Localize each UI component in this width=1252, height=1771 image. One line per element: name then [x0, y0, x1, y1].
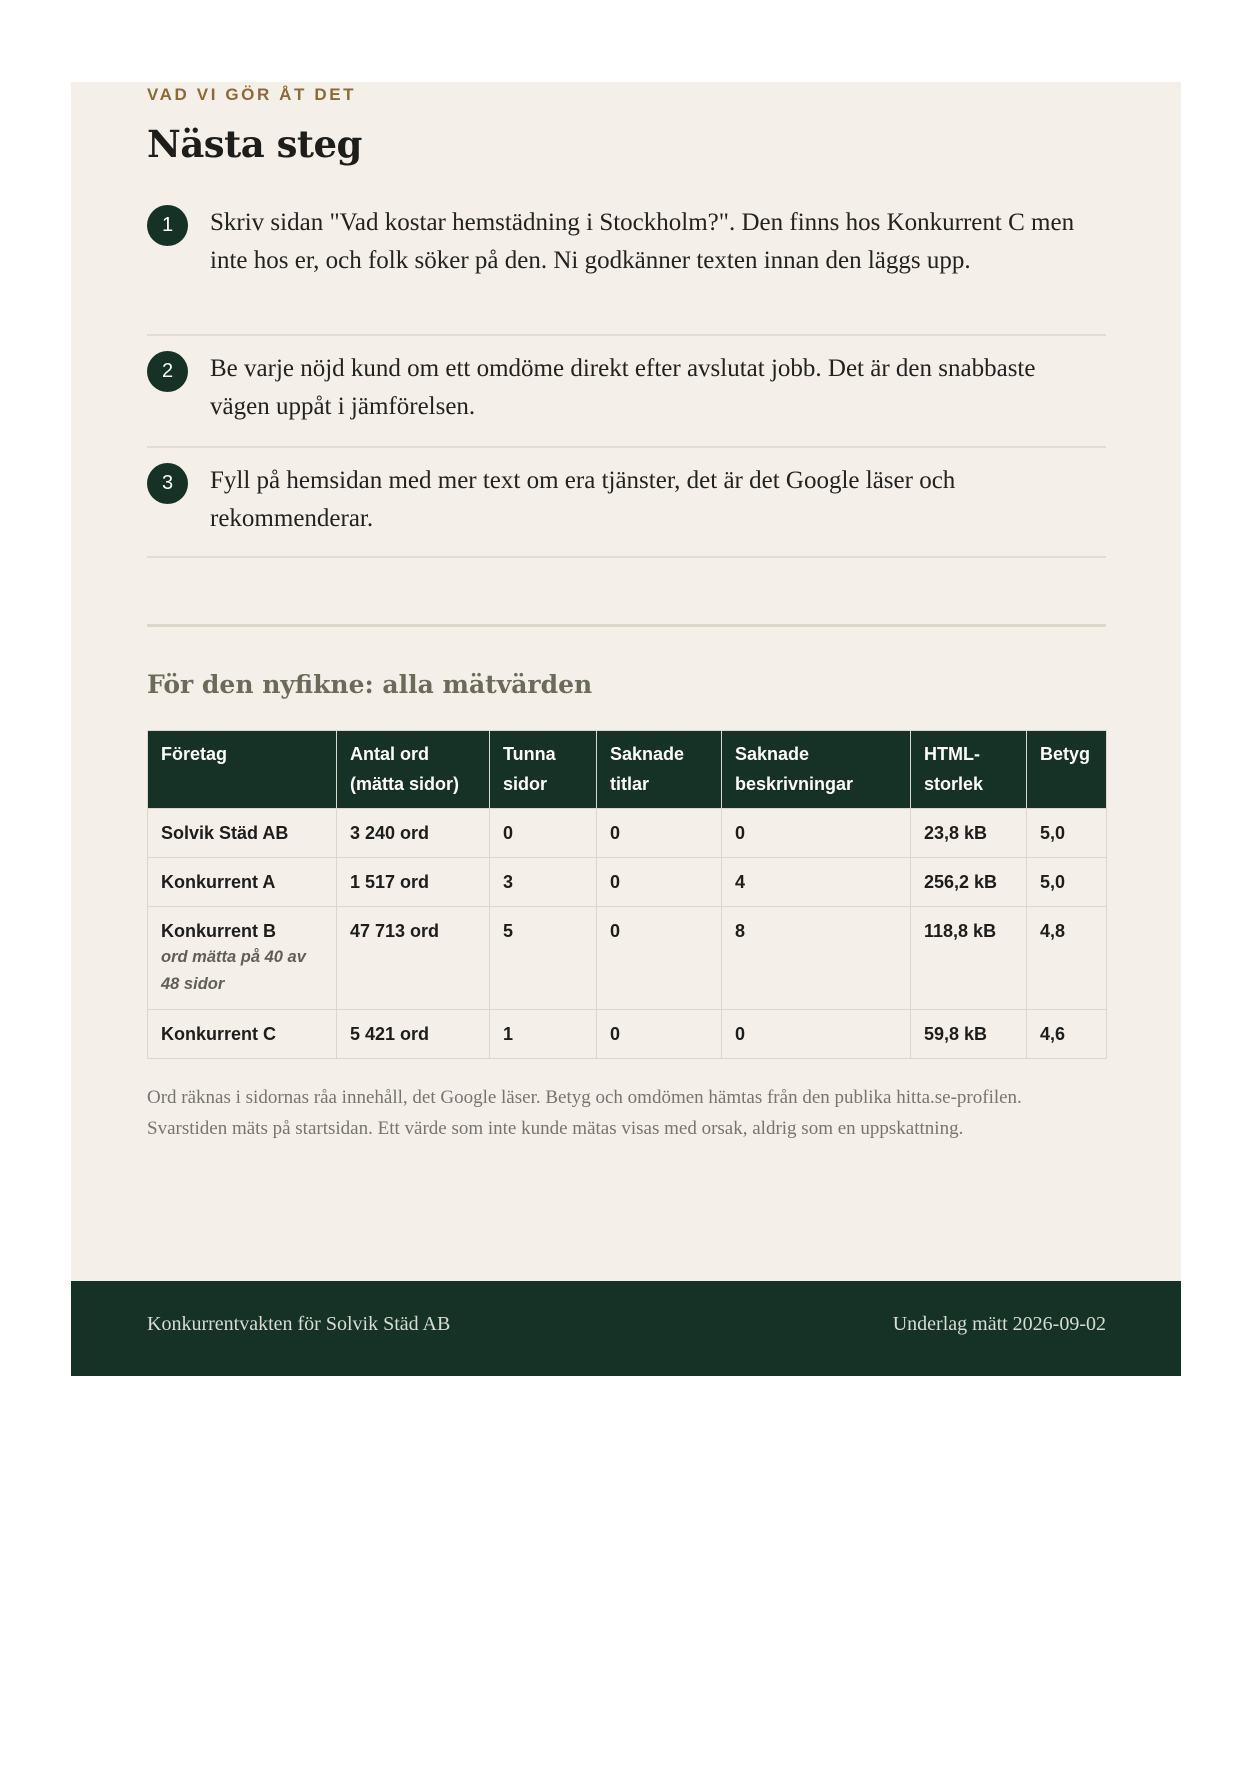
step-item — [147, 336, 1106, 448]
cell-missing-descriptions: 0 — [722, 1010, 911, 1059]
column-header-company: Företag — [148, 731, 337, 809]
column-header-html-size: HTML-storlek — [911, 731, 1027, 809]
cell-missing-descriptions: 4 — [722, 858, 911, 907]
cell-html-size: 256,2 kB — [911, 858, 1027, 907]
cell-words: 5 421 ord — [337, 1010, 490, 1059]
step-item — [147, 202, 1106, 336]
section-eyebrow: VAD VI GÖR ÅT DET — [147, 85, 357, 104]
step-number-badge: 2 — [147, 351, 188, 392]
column-header-rating: Betyg — [1027, 731, 1107, 809]
column-header-words: Antal ord (mätta sidor) — [337, 731, 490, 809]
step-text: Skriv sidan "Vad kostar hemstädning i Stockholm?". Den finns hos Konkurrent C men inte hos er, och folk söker på den. Ni godkänner texten innan den läggs upp. — [210, 209, 1075, 274]
table-header-row — [148, 731, 1107, 809]
cell-html-size: 23,8 kB — [911, 809, 1027, 858]
footer-brand: Konkurrentvakten för Solvik Städ AB — [147, 1313, 451, 1335]
cell-missing-titles: 0 — [597, 907, 722, 1010]
section-divider — [147, 624, 1106, 627]
cell-thin-pages: 1 — [490, 1010, 597, 1059]
metrics-heading: För den nyfikne: alla mätvärden — [147, 670, 593, 699]
column-header-missing-titles: Saknade titlar — [597, 731, 722, 809]
cell-html-size: 118,8 kB — [911, 907, 1027, 1010]
cell-company: Konkurrent A — [148, 858, 337, 907]
cell-words: 1 517 ord — [337, 858, 490, 907]
step-number-badge: 1 — [147, 205, 188, 246]
cell-thin-pages: 0 — [490, 809, 597, 858]
cell-company: Konkurrent C — [148, 1010, 337, 1059]
cell-company — [148, 907, 337, 1010]
cell-rating: 5,0 — [1027, 858, 1107, 907]
step-text: Fyll på hemsidan med mer text om era tjänster, det är det Google läser och rekommenderar. — [210, 467, 956, 532]
company-note: ord mätta på 40 av 48 sidor — [161, 948, 306, 993]
cell-missing-descriptions: 8 — [722, 907, 911, 1010]
cell-missing-titles: 0 — [597, 858, 722, 907]
step-text: Be varje nöjd kund om ett omdöme direkt efter avslutat jobb. Det är den snabbaste vägen uppåt i jämförelsen. — [210, 355, 1036, 420]
step-number-badge: 3 — [147, 463, 188, 504]
company-name: Konkurrent B — [161, 921, 277, 941]
cell-thin-pages: 5 — [490, 907, 597, 1010]
table-row — [148, 907, 1107, 1010]
column-header-missing-descriptions: Saknade beskrivningar — [722, 731, 911, 809]
cell-rating: 4,8 — [1027, 907, 1107, 1010]
cell-thin-pages: 3 — [490, 858, 597, 907]
cell-words: 3 240 ord — [337, 809, 490, 858]
metrics-table — [147, 730, 1107, 1059]
next-steps-list — [147, 202, 1106, 558]
table-row — [148, 1010, 1107, 1059]
cell-missing-titles: 0 — [597, 809, 722, 858]
footer-date: Underlag mätt 2026-09-02 — [892, 1313, 1106, 1335]
cell-missing-descriptions: 0 — [722, 809, 911, 858]
column-header-thin-pages: Tunna sidor — [490, 731, 597, 809]
cell-rating: 4,6 — [1027, 1010, 1107, 1059]
page-footer — [71, 1281, 1181, 1376]
cell-words: 47 713 ord — [337, 907, 490, 1010]
table-row — [148, 809, 1107, 858]
section-title: Nästa steg — [147, 122, 362, 166]
cell-html-size: 59,8 kB — [911, 1010, 1027, 1059]
cell-missing-titles: 0 — [597, 1010, 722, 1059]
table-row — [148, 858, 1107, 907]
metrics-footnote: Ord räknas i sidornas råa innehåll, det Google läser. Betyg och omdömen hämtas från den publika hitta.se-profilen. Svarstiden mäts på startsidan. Ett värde som inte kunde mätas visas med orsak, aldrig som en uppskattning. — [147, 1087, 1022, 1139]
cell-company: Solvik Städ AB — [148, 809, 337, 858]
step-item — [147, 448, 1106, 558]
report-page — [71, 82, 1181, 1376]
cell-rating: 5,0 — [1027, 809, 1107, 858]
